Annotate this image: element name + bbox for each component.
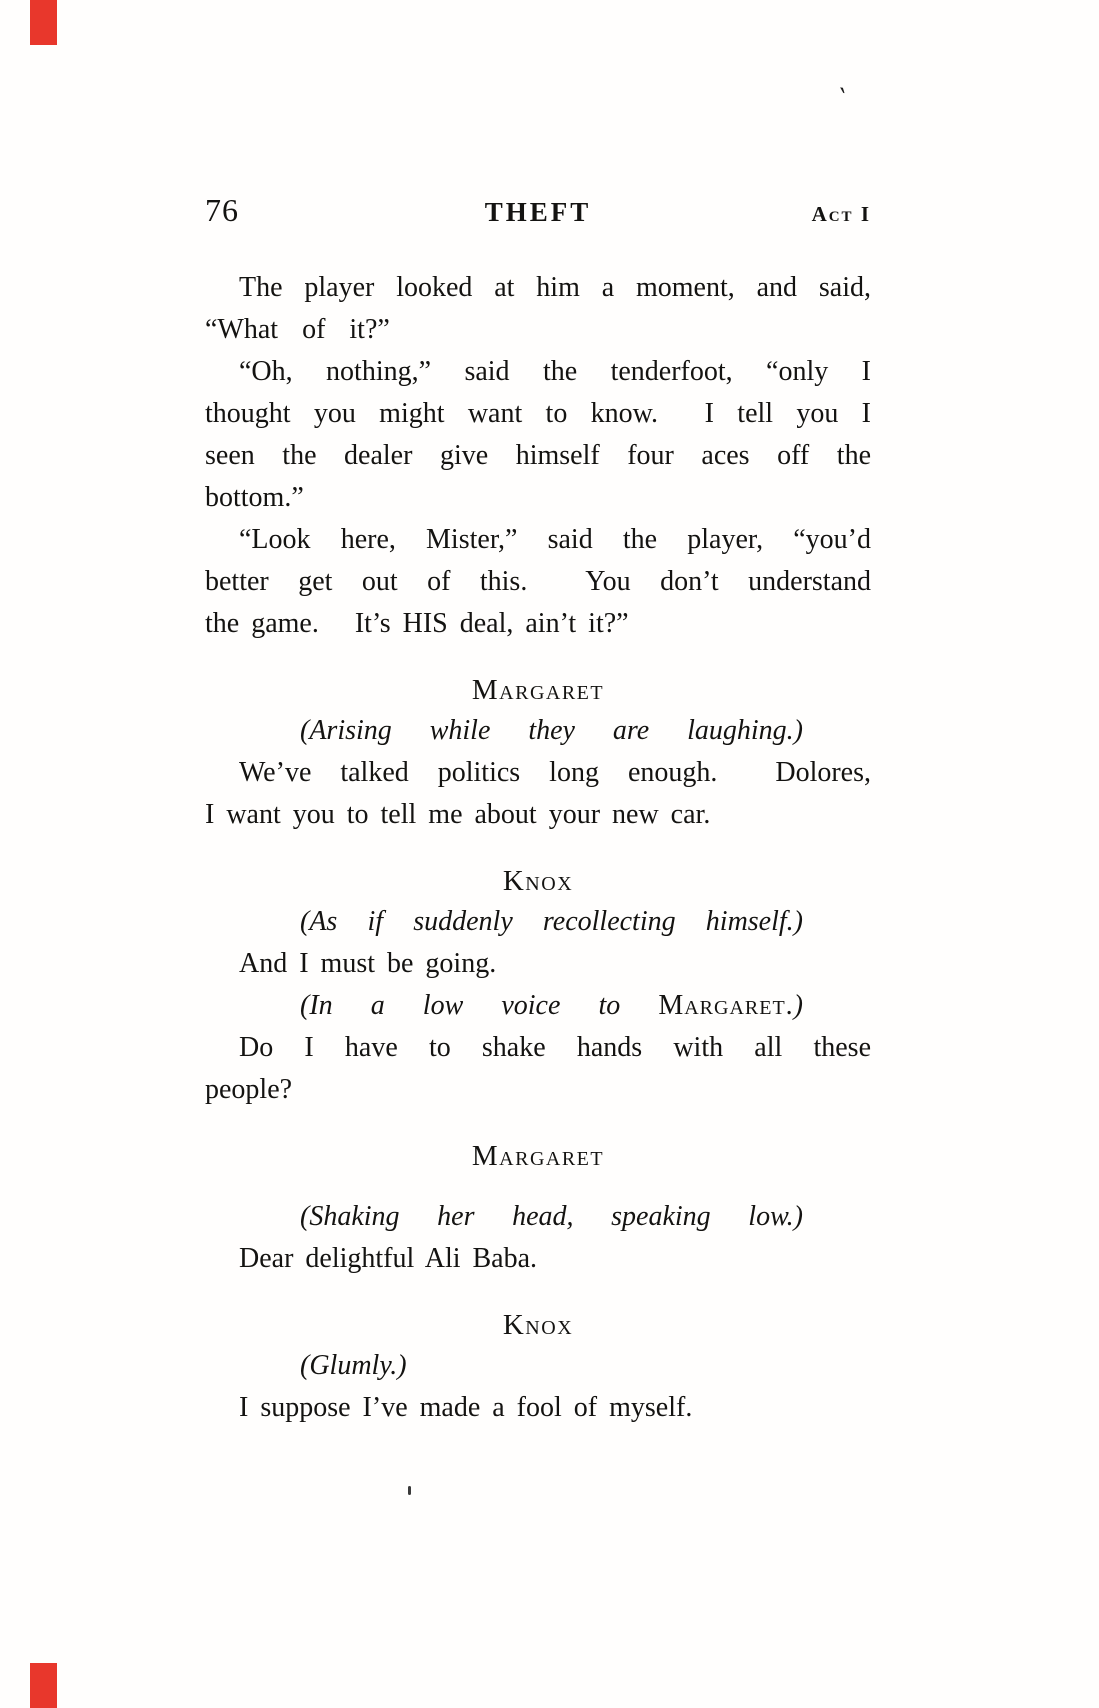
speech-line: We’ve talked politics long enough. Dolores, [239,757,871,788]
speech-paragraph [205,267,871,351]
speech-line: seen the dealer give himself four aces off the [205,440,871,471]
stage-direction [205,1196,871,1238]
running-header [205,192,871,229]
speech-line: thought you might want to know. I tell you I [205,398,871,429]
direction-text: (Arising while they are laughing.) [300,715,803,746]
speech-line: And I must be going. [239,948,497,979]
scan-speck-dot [408,1486,411,1495]
speech-paragraph [205,351,871,519]
character-name-heading: Margaret [471,674,605,706]
speech-line: Dear delightful Ali Baba. [239,1243,538,1274]
speech-line: bottom.” [205,482,304,513]
speech-line: The player looked at him a moment, and said, [239,272,871,303]
speech-paragraph [205,519,871,645]
speech-paragraph [205,1238,871,1280]
speech-line: better get out of this. You don’t understand [205,566,871,597]
speech-paragraph [205,752,871,836]
act-label: Act I [811,202,871,226]
speech-line: I want you to tell me about your new car. [205,799,711,830]
scan-calibration-mark-bottom [30,1663,57,1708]
speech-line: “What of it?” [205,314,390,345]
scan-calibration-mark-top [30,0,57,45]
play-text [205,267,871,1429]
speech-line: people? [205,1074,293,1105]
speech-line: “Look here, Mister,” said the player, “you’d [239,524,871,555]
direction-text: (Shaking her head, speaking low.) [300,1201,803,1232]
character-name-heading: Margaret [471,1140,605,1172]
speech-line: the game. It’s HIS deal, ain’t it?” [205,608,629,639]
direction-text: ) [793,990,803,1021]
character-name-heading: Knox [502,865,574,897]
speech-line: Do I have to shake hands with all these [239,1032,871,1063]
direction-text: (As if suddenly recollecting himself.) [300,906,803,937]
stage-direction [205,901,871,943]
stage-direction [205,985,871,1027]
speech-line: “Oh, nothing,” said the tenderfoot, “only I [239,356,871,387]
speech-line: I suppose I’ve made a fool of myself. [239,1392,693,1423]
scan-speck-tick: ‵ [835,83,847,116]
character-name-heading: Knox [502,1309,574,1341]
page-content [205,192,871,1429]
page-number: 76 [205,192,239,228]
direction-text: (In a low voice to [300,990,659,1021]
character-name-inline: Margaret. [658,990,794,1021]
direction-text: (Glumly.) [300,1350,407,1381]
book-title: THEFT [484,197,592,227]
stage-direction [205,710,871,752]
speech-paragraph [205,1387,871,1429]
speech-paragraph [205,1027,871,1111]
stage-direction [205,1345,871,1387]
speech-paragraph [205,943,871,985]
